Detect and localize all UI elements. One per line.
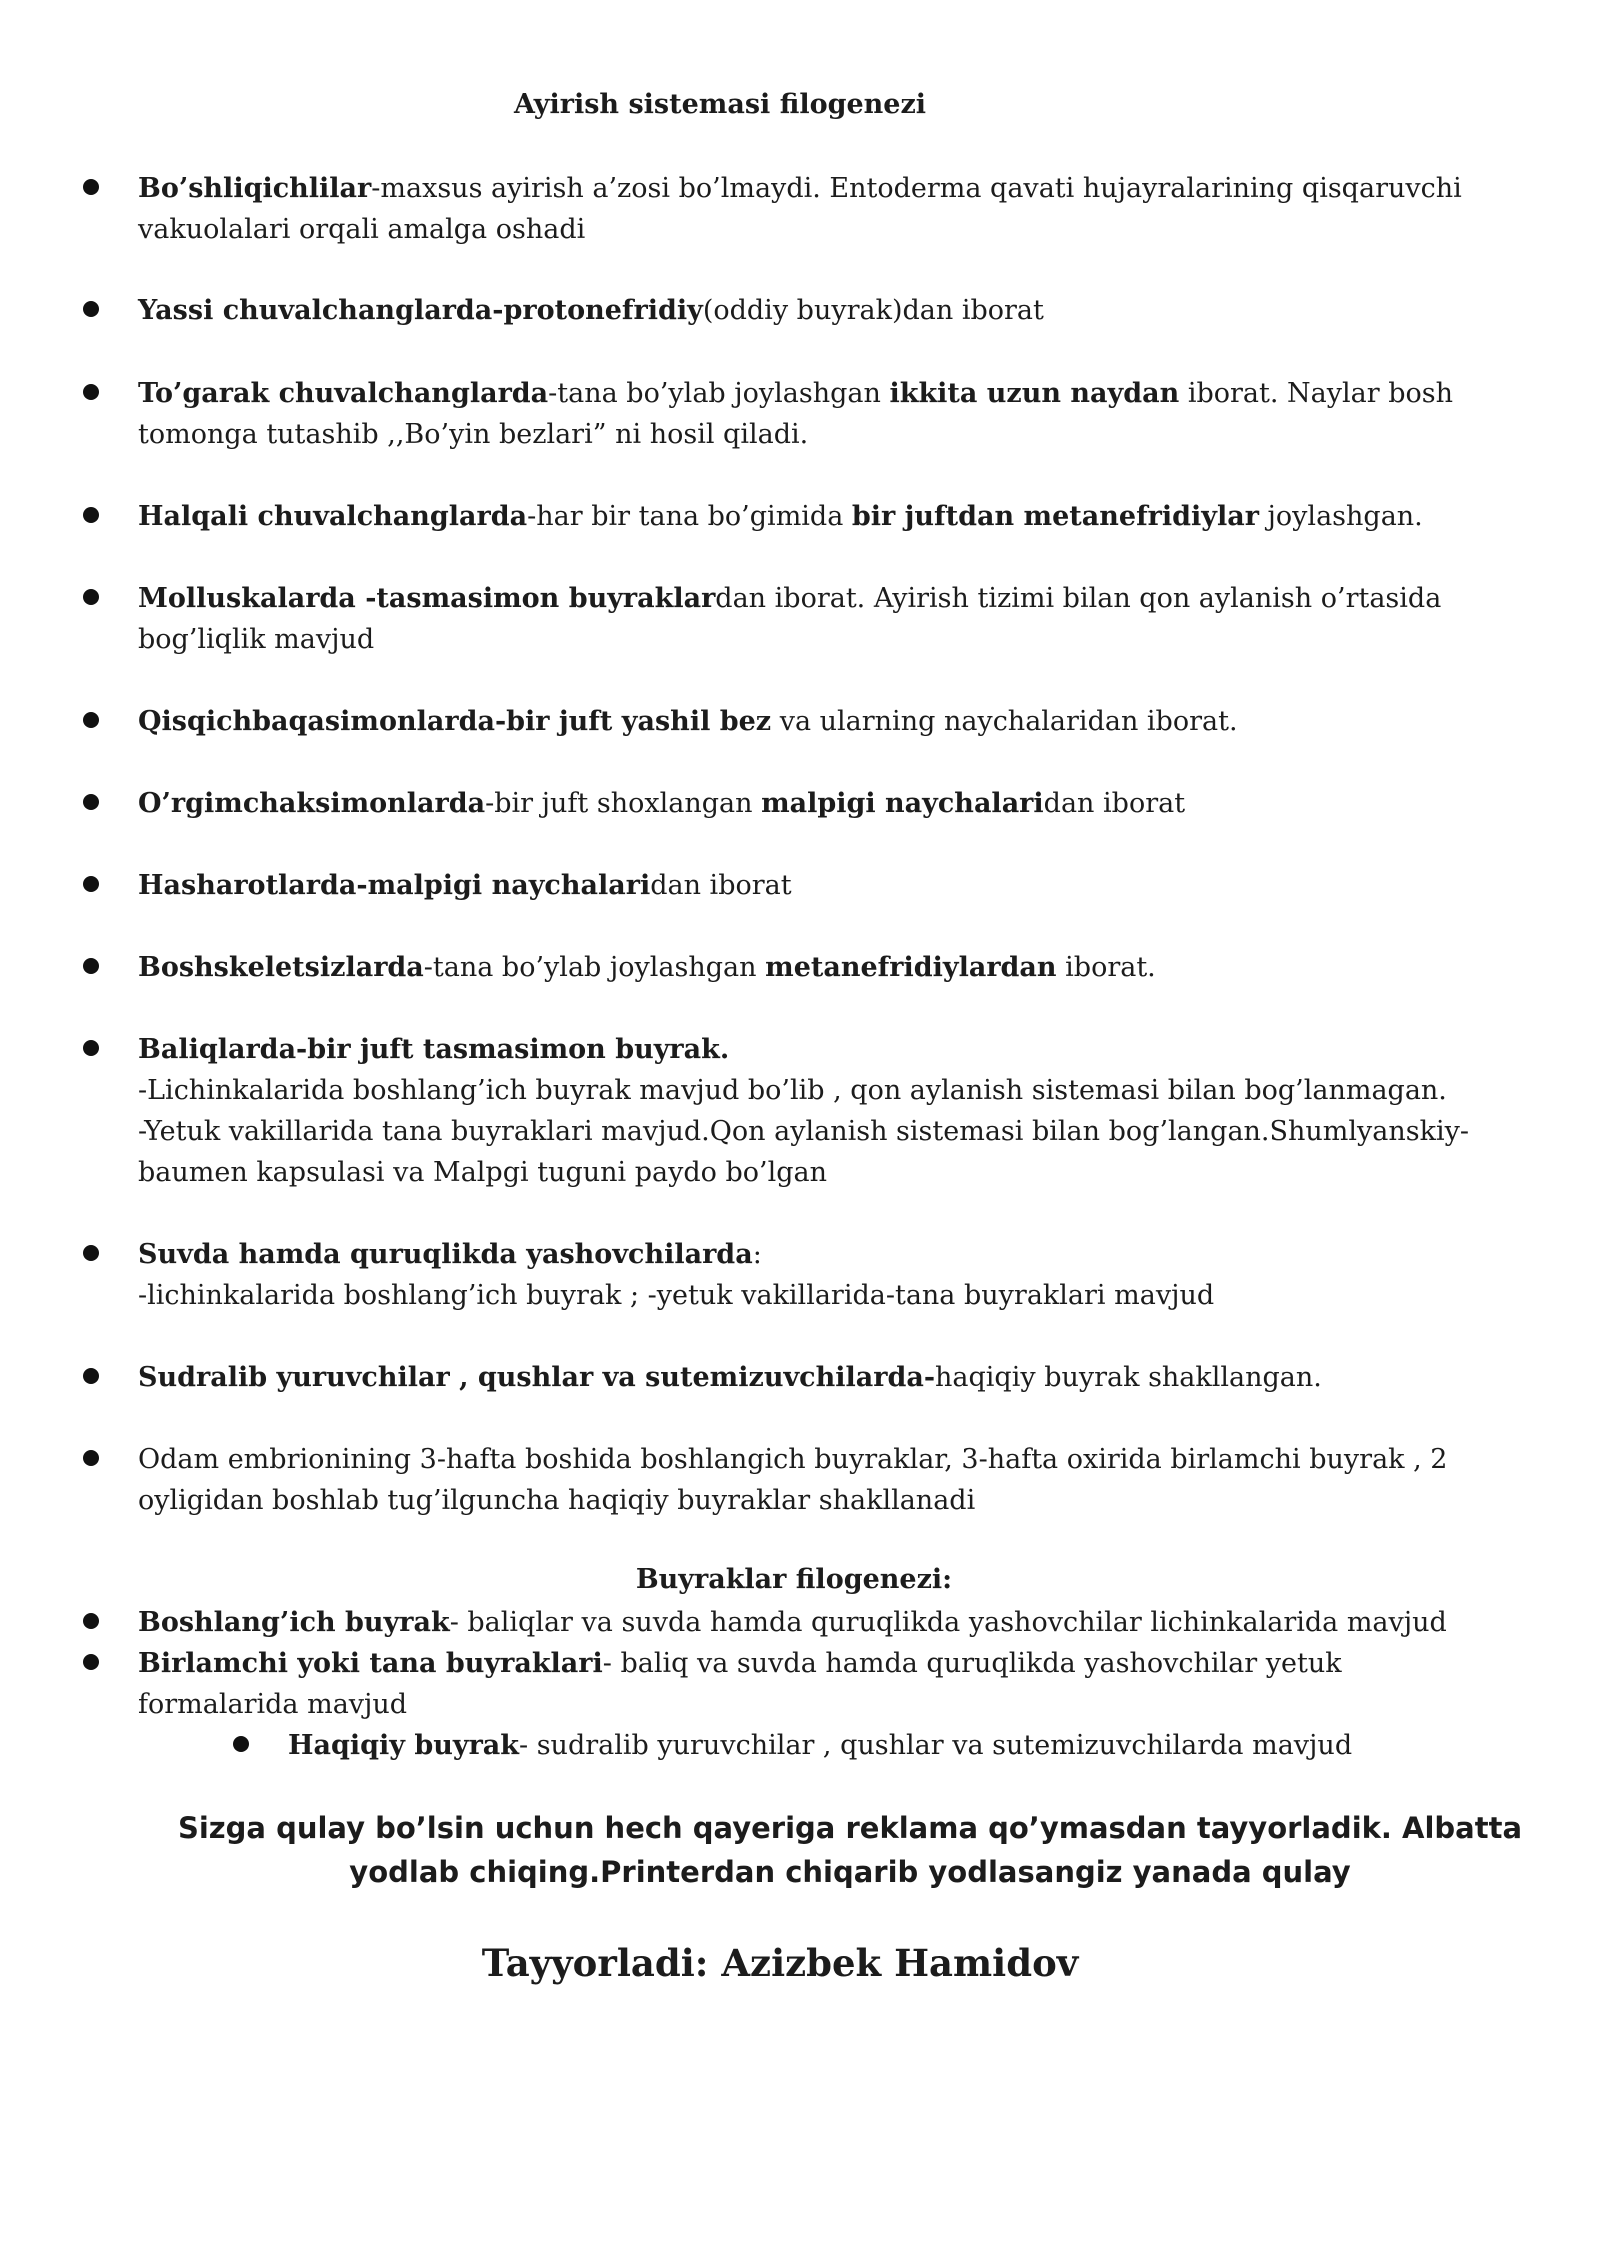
list-item bbox=[138, 1439, 1508, 1521]
item-term: Halqali chuvalchanglarda bbox=[138, 501, 528, 532]
list-item bbox=[138, 1643, 1508, 1725]
author-name: Tayyorladi: Azizbek Hamidov bbox=[481, 1941, 1079, 1985]
item-term-2: metanefridiylardan bbox=[765, 952, 1057, 983]
list-item bbox=[288, 1725, 1508, 1766]
item-term: Boshlang’ich buyrak bbox=[138, 1607, 450, 1638]
bullet-icon bbox=[233, 1736, 249, 1752]
list-item bbox=[138, 1234, 1508, 1316]
item-text: -bir juft shoxlangan bbox=[485, 788, 762, 819]
item-term: Molluskalarda -tasmasimon buyraklar bbox=[138, 583, 716, 614]
list-item bbox=[138, 373, 1508, 455]
bullet-icon bbox=[83, 301, 99, 317]
author-line bbox=[0, 1938, 1600, 1988]
bullet-icon bbox=[83, 1613, 99, 1629]
bullet-icon bbox=[83, 384, 99, 400]
bullet-icon bbox=[83, 1654, 99, 1670]
item-text: va ularning naychalaridan iborat. bbox=[771, 706, 1238, 737]
item-term: Suvda hamda quruqlikda yashovchilarda bbox=[138, 1239, 753, 1270]
item-term: Sudralib yuruvchilar , qushlar va sutemizuvchilarda- bbox=[138, 1362, 936, 1393]
list-item bbox=[138, 496, 1508, 537]
bullet-icon bbox=[83, 1450, 99, 1466]
list-item bbox=[138, 783, 1508, 824]
bullet-icon bbox=[83, 1245, 99, 1261]
page-title: Ayirish sistemasi filogenezi bbox=[513, 89, 927, 120]
bullet-icon bbox=[83, 1368, 99, 1384]
item-text-2: iborat. bbox=[1056, 952, 1156, 983]
list-item bbox=[138, 168, 1508, 250]
list-item bbox=[138, 865, 1508, 906]
bullet-icon bbox=[83, 712, 99, 728]
item-term-2: bir juftdan metanefridiylar bbox=[851, 501, 1259, 532]
list-item bbox=[138, 947, 1508, 988]
bullet-icon bbox=[83, 794, 99, 810]
bullet-icon bbox=[83, 1040, 99, 1056]
item-text: dan iborat. Ayirish tizimi bilan qon aylanish o’rtasida bog’liqlik mavjud bbox=[138, 583, 1442, 655]
item-text: -maxsus ayirish a’zosi bo’lmaydi. Entoderma qavati hujayralarining qisqaruvchi vakuolalari orqali amalga oshadi bbox=[138, 173, 1462, 245]
bullet-icon bbox=[83, 589, 99, 605]
item-text: - sudralib yuruvchilar , qushlar va sutemizuvchilarda mavjud bbox=[519, 1730, 1353, 1761]
list-item bbox=[138, 1602, 1508, 1643]
list-item bbox=[138, 1029, 1508, 1193]
item-term: Hasharotlarda-malpigi naychalari bbox=[138, 870, 651, 901]
item-term: Qisqichbaqasimonlarda-bir juft yashil bez bbox=[138, 706, 772, 737]
item-text: dan iborat bbox=[650, 870, 792, 901]
item-term-2: ikkita uzun naydan bbox=[889, 378, 1180, 409]
item-term: Birlamchi yoki tana buyraklari bbox=[138, 1648, 603, 1679]
bullet-icon bbox=[83, 958, 99, 974]
bullet-icon bbox=[83, 507, 99, 523]
list-item bbox=[138, 701, 1508, 742]
item-term: Bo’shliqichlilar bbox=[138, 173, 372, 204]
item-text: (oddiy buyrak)dan iborat bbox=[702, 295, 1044, 326]
bullet-icon bbox=[83, 876, 99, 892]
item-text-2: joylashgan. bbox=[1258, 501, 1423, 532]
item-text: - baliq va suvda hamda quruqlikda yashovchilar yetuk formalarida mavjud bbox=[138, 1648, 1342, 1720]
item-term: To’garak chuvalchanglarda bbox=[138, 378, 549, 409]
list-item bbox=[138, 1357, 1508, 1398]
item-text: - baliqlar va suvda hamda quruqlikda yashovchilar lichinkalarida mavjud bbox=[449, 1607, 1447, 1638]
item-text-2: iborat. Naylar bosh tomonga tutashib ,,Bo’yin bezlari” ni hosil qiladi. bbox=[138, 378, 1454, 450]
item-text: -har bir tana bo’gimida bbox=[527, 501, 852, 532]
item-term: Haqiqiy buyrak bbox=[288, 1730, 519, 1761]
item-term: Boshskeletsizlarda bbox=[138, 952, 424, 983]
list-item bbox=[138, 290, 1508, 331]
item-line: -Lichinkalarida boshlang’ich buyrak mavjud bo’lib , qon aylanish sistemasi bilan bog’lanmagan. bbox=[138, 1075, 1447, 1106]
item-term: Yassi chuvalchanglarda-protonefridiy bbox=[138, 295, 703, 326]
list-item bbox=[138, 578, 1508, 660]
item-line: -lichinkalarida boshlang’ich buyrak ; -yetuk vakillarida-tana buyraklari mavjud bbox=[138, 1280, 1215, 1311]
item-line: -Yetuk vakillarida tana buyraklari mavjud.Qon aylanish sistemasi bilan bog’langan.Shumlyanskiy-baumen kapsulasi va Malpgi tuguni paydo bo’lgan bbox=[138, 1116, 1469, 1188]
item-text: -tana bo’ylab joylashgan bbox=[548, 378, 890, 409]
section-title: Buyraklar filogenezi: bbox=[635, 1564, 953, 1595]
item-term-2: malpigi naychalari bbox=[761, 788, 1044, 819]
item-text: : bbox=[752, 1239, 762, 1270]
item-text: haqiqiy buyrak shakllangan. bbox=[935, 1362, 1322, 1393]
item-text: -tana bo’ylab joylashgan bbox=[423, 952, 766, 983]
closing-note: Sizga qulay bo’lsin uchun hech qayeriga reklama qo’ymasdan tayyorladik. Albatta yodlab chiqing.Printerdan chiqarib yodlasangiz yanada qulay bbox=[177, 1811, 1523, 1889]
item-term: O’rgimchaksimonlarda bbox=[138, 788, 486, 819]
item-text-2: dan iborat bbox=[1043, 788, 1186, 819]
item-text: Odam embrionining 3-hafta boshida boshlangich buyraklar, 3-hafta oxirida birlamchi buyrak , 2 oyligidan boshlab tug’ilguncha haqiqiy buyraklar shakllanadi bbox=[138, 1444, 1448, 1516]
item-term: Baliqlarda-bir juft tasmasimon buyrak. bbox=[138, 1034, 730, 1065]
bullet-icon bbox=[83, 179, 99, 195]
